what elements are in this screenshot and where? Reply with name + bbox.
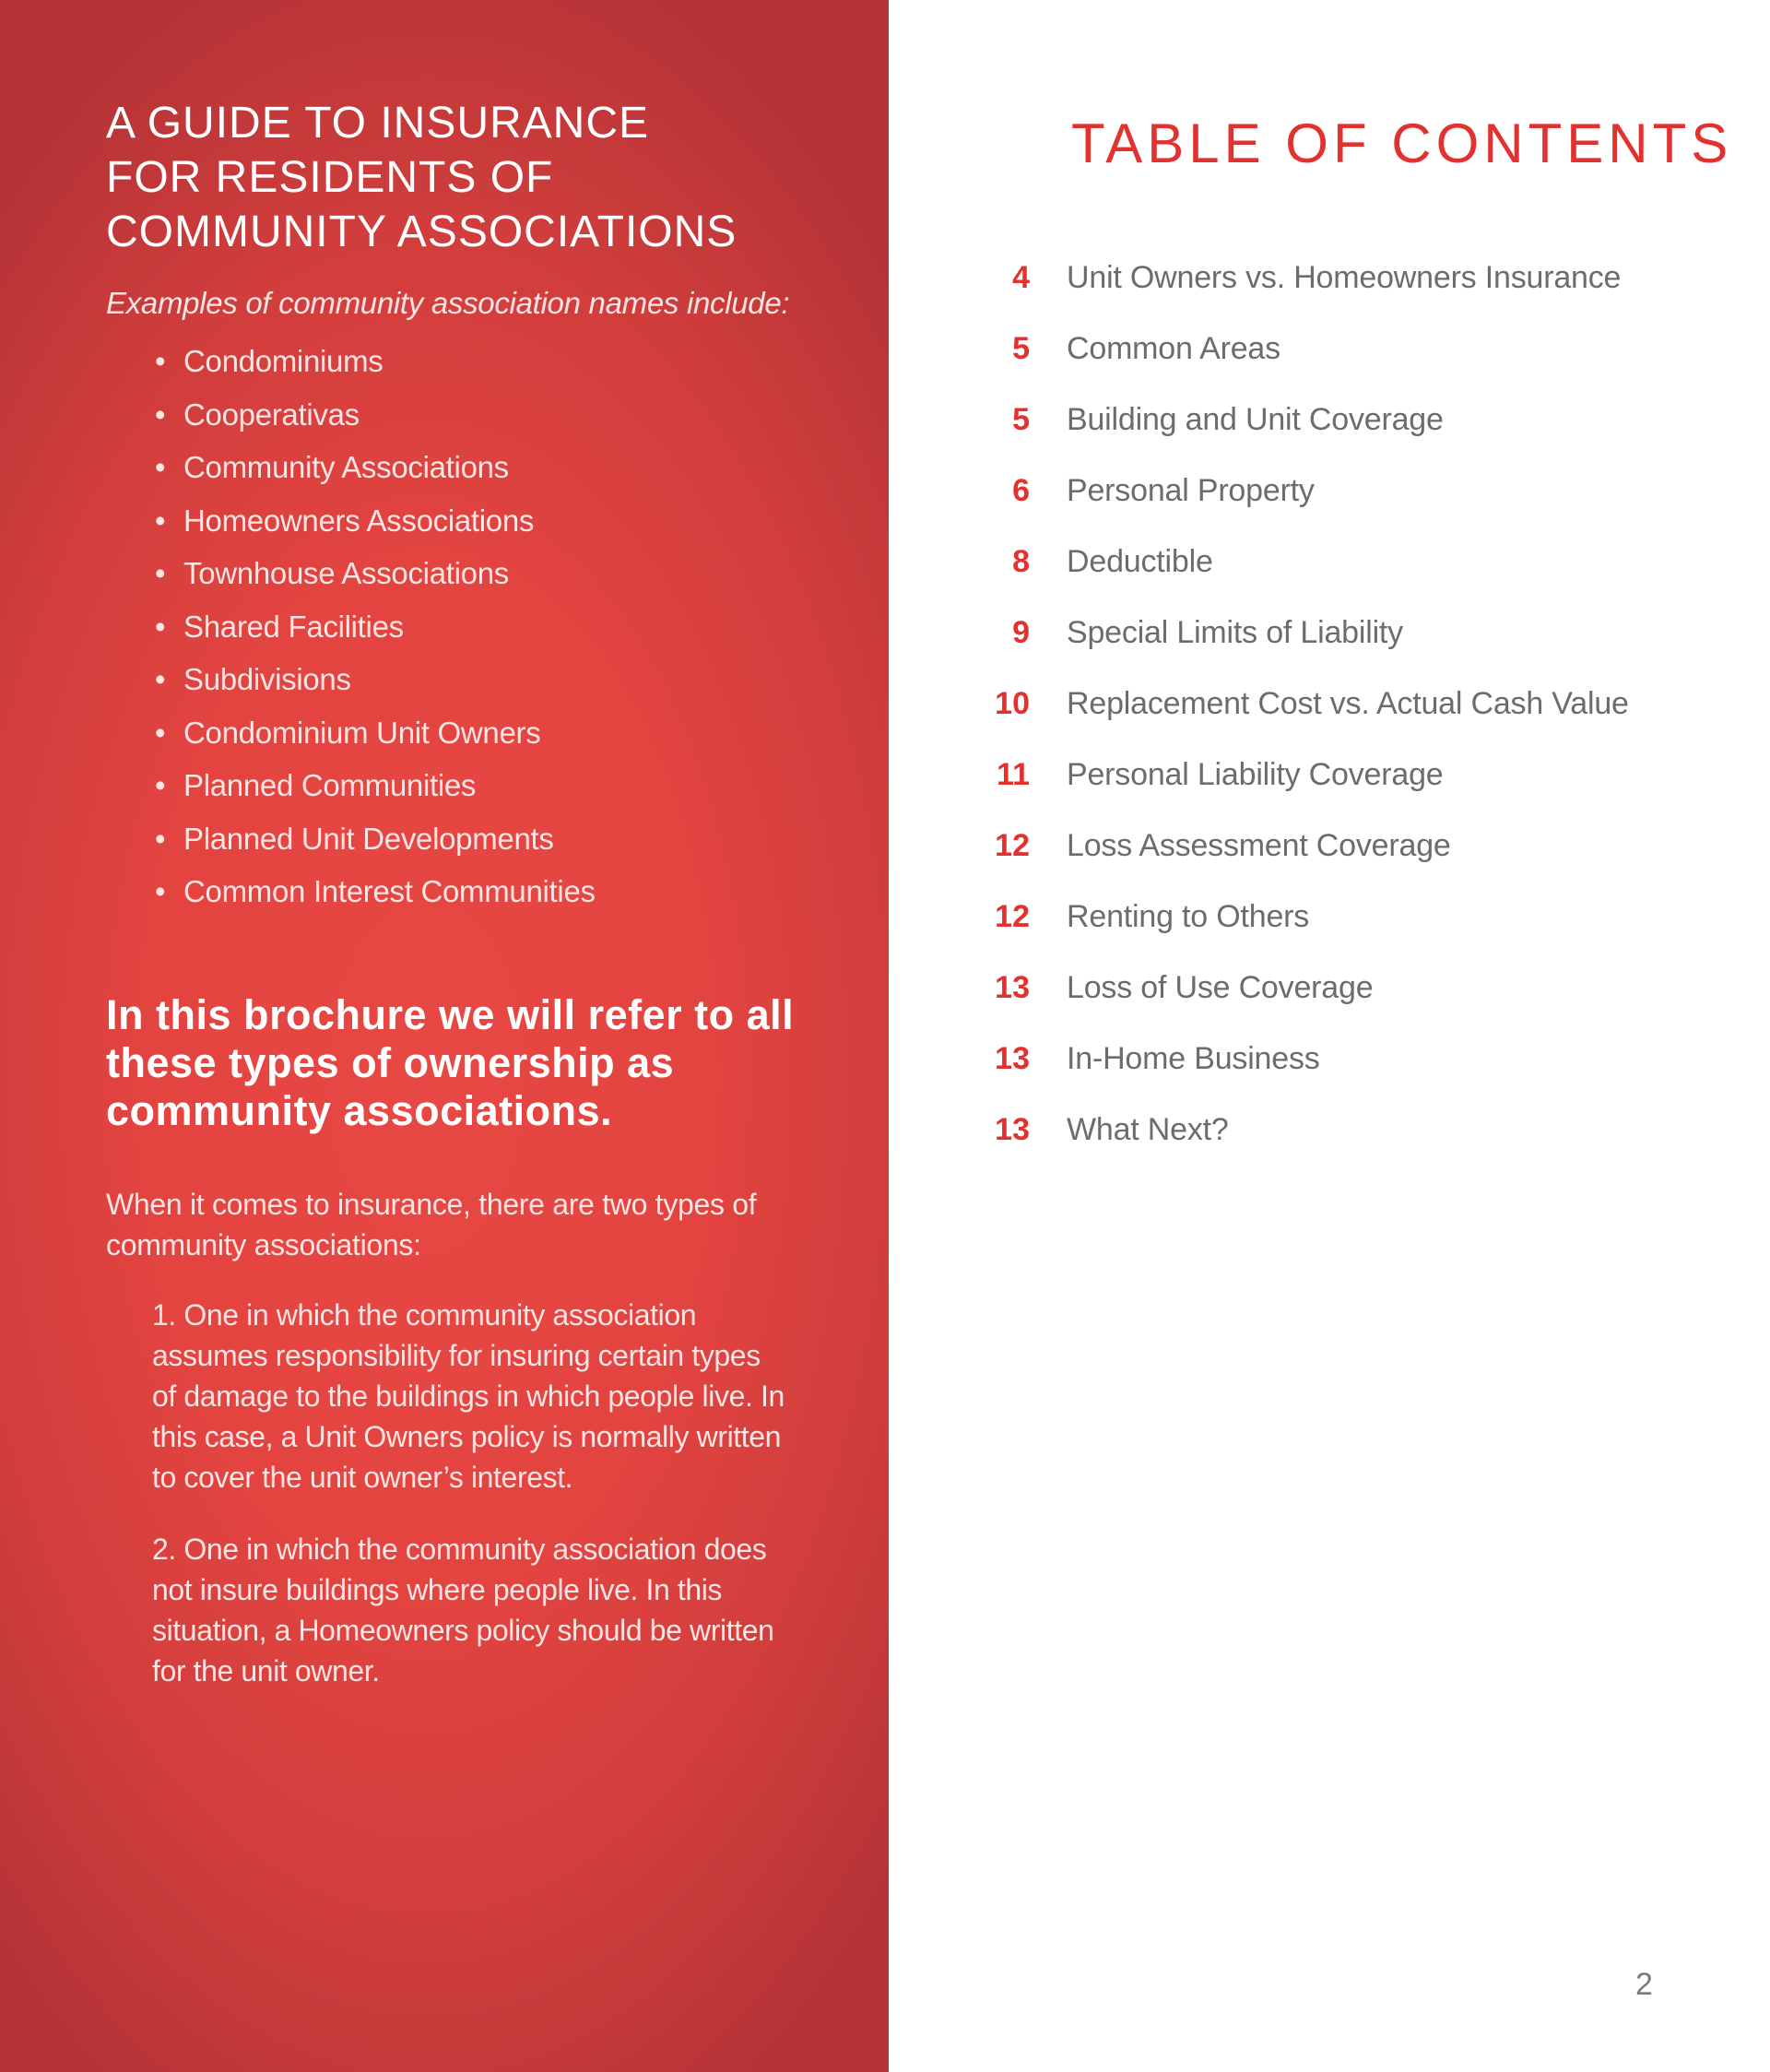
- bullet-icon: •: [155, 344, 166, 378]
- association-type-one: 1. One in which the community association assumes responsibility for insuring certain types of damage to the buildings in which people live. In this case, a Unit Owners policy is normally written to cover the unit owner’s interest.: [152, 1298, 785, 1494]
- bullet-icon: •: [155, 556, 166, 590]
- toc-entry-label: Personal Property: [1067, 473, 1315, 508]
- toc-entry-label: Special Limits of Liability: [1067, 615, 1403, 650]
- bullet-icon: •: [155, 821, 166, 856]
- toc-entry-label: Common Areas: [1067, 331, 1280, 366]
- association-type-label: Townhouse Associations: [183, 556, 509, 590]
- bullet-icon: •: [155, 503, 166, 538]
- list-item: [155, 341, 596, 395]
- toc-entry[interactable]: [977, 680, 1641, 751]
- list-item: [155, 395, 596, 448]
- list-item: [155, 659, 596, 713]
- toc-entry[interactable]: [977, 964, 1641, 1035]
- list-item: [155, 871, 596, 925]
- toc-entry-label: Loss Assessment Coverage: [1067, 828, 1451, 863]
- toc-page-number: 5: [1012, 331, 1030, 366]
- toc-entry-label: Personal Liability Coverage: [1067, 757, 1444, 792]
- bullet-icon: •: [155, 662, 166, 696]
- toc-entry[interactable]: [977, 396, 1641, 467]
- guide-title-line-1: A GUIDE TO INSURANCE: [106, 99, 650, 148]
- bullet-icon: •: [155, 450, 166, 484]
- toc-entry-label: Replacement Cost vs. Actual Cash Value: [1067, 686, 1629, 721]
- toc-page-number: 9: [1012, 615, 1030, 650]
- toc-page-number: 6: [1012, 473, 1030, 508]
- toc-entry[interactable]: [977, 1035, 1641, 1106]
- list-item: [155, 607, 596, 660]
- bullet-icon: •: [155, 874, 166, 908]
- association-type-label: Shared Facilities: [183, 609, 404, 644]
- association-type-label: Condominium Unit Owners: [183, 715, 541, 750]
- association-type-label: Common Interest Communities: [183, 874, 596, 908]
- association-type-label: Condominiums: [183, 344, 384, 378]
- guide-title: [106, 96, 737, 259]
- association-type-label: Homeowners Associations: [183, 503, 535, 538]
- bullet-icon: •: [155, 397, 166, 432]
- toc-entry[interactable]: [977, 1106, 1641, 1177]
- association-type-label: Planned Communities: [183, 768, 477, 802]
- toc-entry-label: Loss of Use Coverage: [1067, 970, 1374, 1005]
- toc-entry-label: Building and Unit Coverage: [1067, 402, 1444, 437]
- bullet-icon: •: [155, 609, 166, 644]
- association-type-two: 2. One in which the community association does not insure buildings where people live. In this situation, a Homeowners policy should be written for the unit owner.: [152, 1533, 774, 1687]
- toc-page-number: 13: [995, 1112, 1030, 1147]
- association-types-list: [155, 341, 596, 925]
- toc-entry[interactable]: [977, 893, 1641, 964]
- bullet-icon: •: [155, 715, 166, 750]
- toc-entry-label: Renting to Others: [1067, 899, 1310, 934]
- table-of-contents: [977, 254, 1641, 1177]
- insurance-types-intro: When it comes to insurance, there are two types of community associations:: [106, 1188, 757, 1261]
- toc-entry-label: In-Home Business: [1067, 1041, 1320, 1076]
- toc-page-number: 8: [1012, 544, 1030, 579]
- toc-entry[interactable]: [977, 822, 1641, 893]
- list-item: [155, 501, 596, 554]
- association-type-label: Subdivisions: [183, 662, 351, 696]
- association-type-label: Community Associations: [183, 450, 509, 484]
- toc-entry-label: What Next?: [1067, 1112, 1229, 1147]
- toc-page-number: 12: [995, 899, 1030, 934]
- list-item: [155, 447, 596, 501]
- toc-page-number: 11: [997, 757, 1030, 792]
- bullet-icon: •: [155, 768, 166, 802]
- list-item: [155, 765, 596, 819]
- list-item: [155, 553, 596, 607]
- toc-page-number: 13: [995, 970, 1030, 1005]
- toc-entry-label: Unit Owners vs. Homeowners Insurance: [1067, 260, 1622, 295]
- examples-intro: Examples of community association names include:: [106, 286, 790, 320]
- toc-page-number: 12: [995, 828, 1030, 863]
- association-type-label: Cooperativas: [183, 397, 360, 432]
- toc-entry[interactable]: [977, 254, 1641, 325]
- page-number: 2: [1635, 1967, 1653, 2002]
- toc-entry-label: Deductible: [1067, 544, 1213, 579]
- toc-entry[interactable]: [977, 538, 1641, 609]
- toc-entry[interactable]: [977, 751, 1641, 822]
- guide-title-line-3: COMMUNITY ASSOCIATIONS: [106, 207, 738, 256]
- toc-entry[interactable]: [977, 325, 1641, 396]
- list-item: [155, 819, 596, 872]
- toc-page-number: 4: [1012, 260, 1030, 295]
- toc-page-number: 13: [995, 1041, 1030, 1076]
- guide-title-line-2: FOR RESIDENTS OF: [106, 153, 554, 202]
- association-type-label: Planned Unit Developments: [183, 821, 554, 856]
- toc-page-number: 5: [1012, 402, 1030, 437]
- toc-heading: TABLE OF CONTENTS: [1071, 112, 1733, 174]
- toc-entry[interactable]: [977, 609, 1641, 680]
- list-item: [155, 713, 596, 766]
- toc-page-number: 10: [995, 686, 1030, 721]
- toc-entry[interactable]: [977, 467, 1641, 538]
- brochure-statement: In this brochure we will refer to all these types of ownership as community associations.: [106, 991, 795, 1134]
